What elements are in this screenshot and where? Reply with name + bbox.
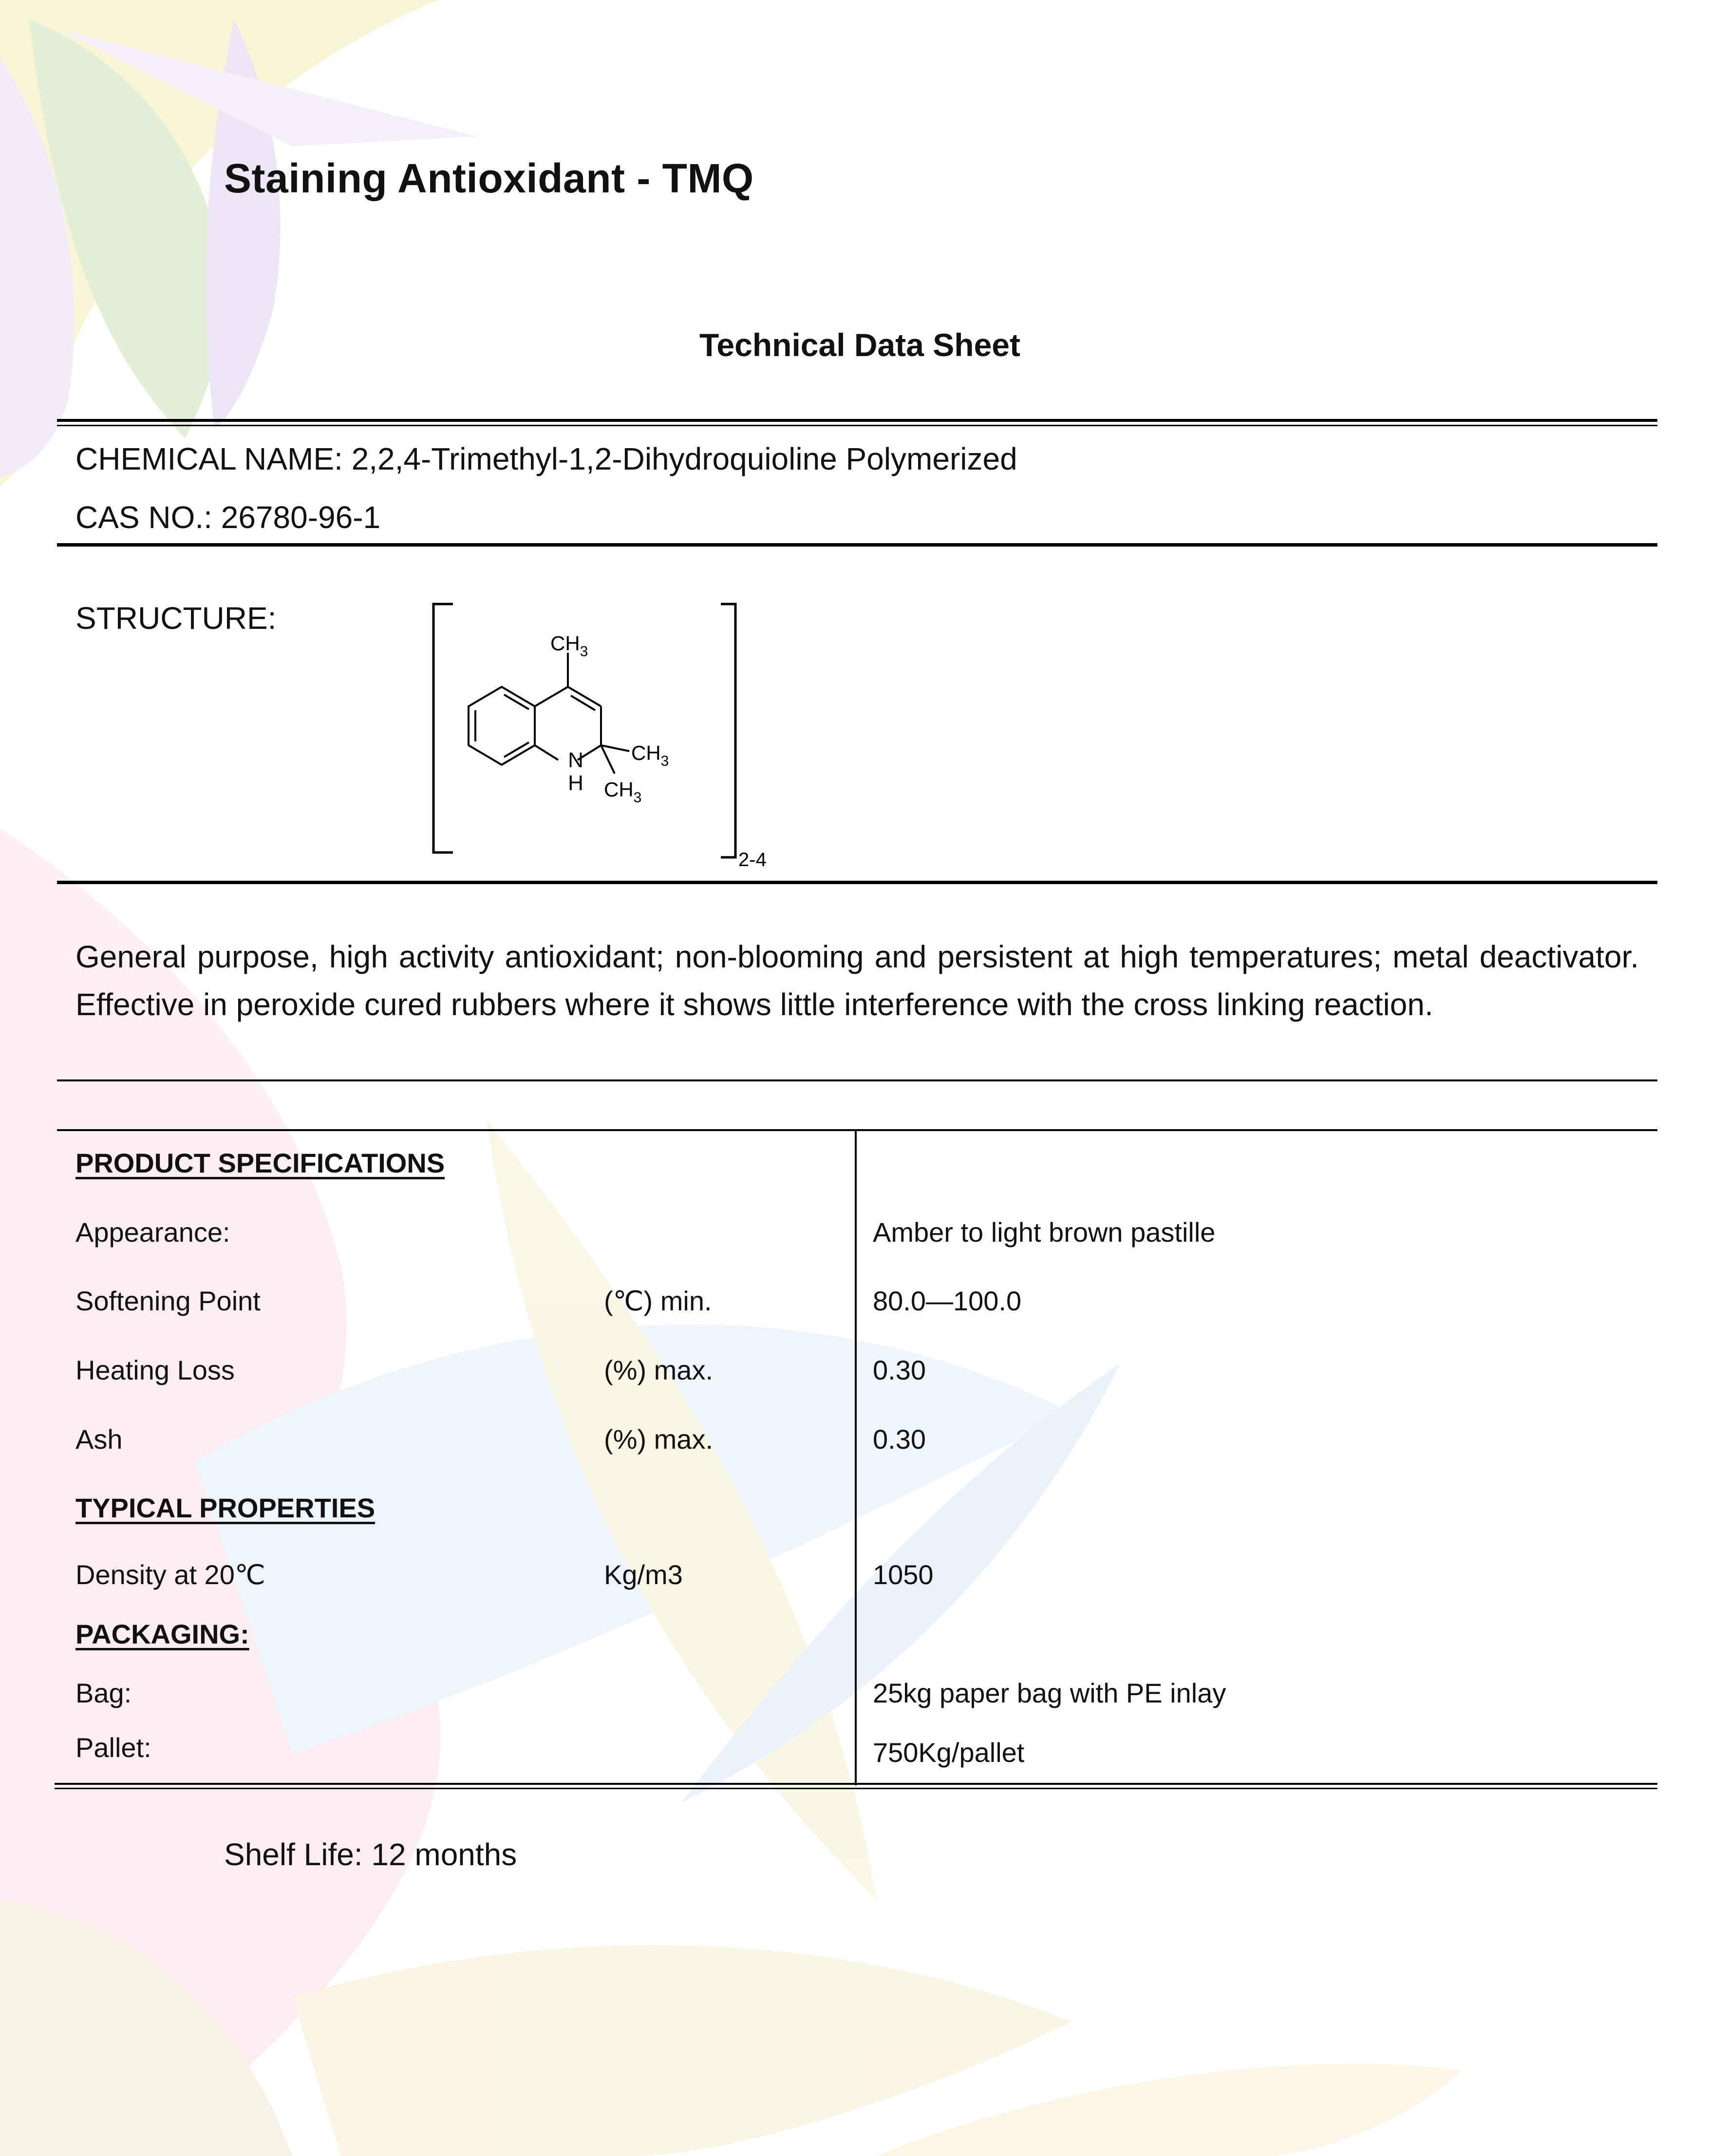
right-bracket bbox=[721, 604, 735, 857]
cas-number: CAS NO.: 26780-96-1 bbox=[75, 500, 381, 535]
density-unit: Kg/m3 bbox=[604, 1559, 683, 1590]
ash-label: Ash bbox=[75, 1424, 123, 1455]
table-bottom-rule-top bbox=[55, 1783, 1657, 1785]
bag-label: Bag: bbox=[75, 1678, 132, 1708]
typical-properties-heading: TYPICAL PROPERTIES bbox=[75, 1493, 376, 1523]
density-label: Density at 20℃ bbox=[75, 1559, 265, 1590]
softening-point-value: 80.0—100.0 bbox=[873, 1286, 1022, 1316]
appearance-label: Appearance: bbox=[75, 1217, 230, 1248]
pallet-value: 750Kg/pallet bbox=[873, 1737, 1025, 1768]
heating-loss-value: 0.30 bbox=[873, 1355, 926, 1385]
methyl-bottom-label: $CH_3$ bbox=[604, 778, 642, 806]
table-column-divider bbox=[855, 1130, 857, 1785]
density-value: 1050 bbox=[873, 1559, 934, 1590]
header-rule-double-bottom bbox=[57, 425, 1657, 426]
benzene-ring bbox=[469, 653, 629, 774]
bag-value: 25kg paper bag with PE inlay bbox=[873, 1678, 1226, 1708]
packaging-heading: PACKAGING: bbox=[75, 1619, 249, 1649]
heating-loss-unit: (%) max. bbox=[604, 1355, 713, 1385]
heating-loss-label: Heating Loss bbox=[75, 1355, 235, 1385]
product-description: General purpose, high activity antioxidant; non-blooming and persistent at high temperatures; metal deactivator. Effective in peroxide cured rubbers where it shows little interference with the cross linking reaction. bbox=[75, 939, 1639, 1022]
table-top-rule bbox=[57, 1129, 1657, 1131]
table-bottom-rule-bottom bbox=[55, 1788, 1657, 1789]
left-bracket bbox=[433, 604, 453, 852]
document-subtitle: Technical Data Sheet bbox=[699, 327, 1020, 363]
ash-value: 0.30 bbox=[873, 1424, 926, 1455]
description-bottom-rule bbox=[57, 1079, 1657, 1081]
document-title: Staining Antioxidant - TMQ bbox=[224, 155, 754, 201]
structure-label: STRUCTURE: bbox=[75, 601, 277, 636]
shelf-life: Shelf Life: 12 months bbox=[224, 1837, 517, 1872]
chemical-name: CHEMICAL NAME: 2,2,4-Trimethyl-1,2-Dihydroquioline Polymerized bbox=[75, 441, 1017, 476]
softening-point-label: Softening Point bbox=[75, 1286, 261, 1316]
section-rule bbox=[57, 543, 1657, 547]
methyl-top-label: $CH_3$ bbox=[550, 632, 588, 660]
appearance-value: Amber to light brown pastille bbox=[873, 1217, 1216, 1248]
product-specifications-heading: PRODUCT SPECIFICATIONS bbox=[75, 1148, 445, 1178]
chemical-structure-diagram bbox=[429, 599, 808, 877]
hydrogen-label: H bbox=[568, 771, 583, 795]
softening-point-unit: (℃) min. bbox=[604, 1286, 712, 1316]
pallet-label: Pallet: bbox=[75, 1732, 151, 1763]
repeat-unit-label: 2-4 bbox=[738, 849, 767, 870]
header-rule-double-top bbox=[57, 419, 1657, 422]
methyl-right-label: $CH_3$ bbox=[631, 741, 669, 769]
ash-unit: (%) max. bbox=[604, 1424, 713, 1455]
section-rule-2 bbox=[57, 881, 1657, 884]
nitrogen-label: N bbox=[568, 748, 583, 772]
